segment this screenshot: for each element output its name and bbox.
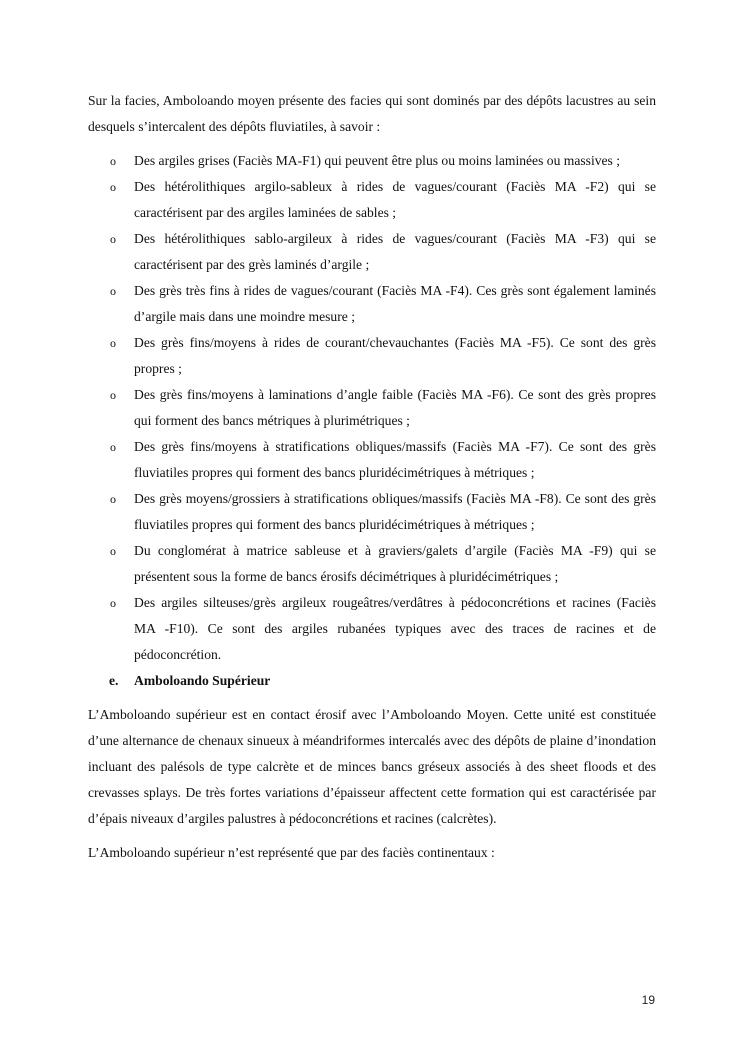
bullet-icon: o bbox=[110, 154, 116, 168]
bullet-icon: o bbox=[110, 596, 116, 610]
bullet-icon: o bbox=[110, 544, 116, 558]
list-item bbox=[88, 148, 656, 174]
list-item-text: Des grès très fins à rides de vagues/courant (Faciès MA -F4). Ces grès sont également laminés d’argile mais dans une moindre mesure ; bbox=[134, 283, 656, 324]
superieur-paragraph: L’Amboloando supérieur est en contact érosif avec l’Amboloando Moyen. Cette unité est constituée d’une alternance de chenaux sinueux à méandriformes intercalés avec des dépôts de plaine d’inondation incluant des palésols de type calcrète et de minces bancs gréseux associés à des sheet floods et des crevasses splays. De très fortes variations d’épaisseur affectent cette formation qui est caractérisée par d’épais niveaux d’argiles palustres à pédoconcrétions et racines (calcrètes). bbox=[88, 707, 656, 826]
list-item bbox=[88, 226, 656, 278]
list-item-text: Des grès moyens/grossiers à stratifications obliques/massifs (Faciès MA -F8). Ce sont des grès fluviatiles propres qui forment des bancs pluridécimétriques à métriques ; bbox=[134, 491, 656, 532]
list-item-text: Des grès fins/moyens à rides de courant/chevauchantes (Faciès MA -F5). Ce sont des grès propres ; bbox=[134, 335, 656, 376]
page-number: 19 bbox=[641, 993, 655, 1007]
list-item-text: Des grès fins/moyens à stratifications obliques/massifs (Faciès MA -F7). Ce sont des grès fluviatiles propres qui forment des bancs pluridécimétriques à métriques ; bbox=[134, 439, 656, 480]
bullet-icon: o bbox=[110, 336, 116, 350]
list-item bbox=[88, 278, 656, 330]
facies-list bbox=[88, 148, 656, 668]
list-item bbox=[88, 434, 656, 486]
page-body bbox=[88, 88, 656, 866]
section-letter: e. bbox=[109, 673, 119, 688]
list-item-text: Des argiles silteuses/grès argileux rougeâtres/verdâtres à pédoconcrétions et racines (Faciès MA -F10). Ce sont des argiles rubanées typiques avec des traces de racines et de pédoconcrétion. bbox=[134, 595, 656, 662]
continental-paragraph: L’Amboloando supérieur n’est représenté que par des faciès continentaux : bbox=[88, 845, 495, 860]
bullet-icon: o bbox=[110, 440, 116, 454]
list-item-text: Des hétérolithiques argilo-sableux à rides de vagues/courant (Faciès MA -F2) qui se caractérisent par des argiles laminées de sables ; bbox=[134, 179, 656, 220]
bullet-icon: o bbox=[110, 388, 116, 402]
list-item-text: Des hétérolithiques sablo-argileux à rides de vagues/courant (Faciès MA -F3) qui se caractérisent par des grès laminés d’argile ; bbox=[134, 231, 656, 272]
list-item bbox=[88, 486, 656, 538]
bullet-icon: o bbox=[110, 492, 116, 506]
list-item-text: Du conglomérat à matrice sableuse et à graviers/galets d’argile (Faciès MA -F9) qui se présentent sous la forme de bancs érosifs décimétriques à pluridécimétriques ; bbox=[134, 543, 656, 584]
list-item bbox=[88, 538, 656, 590]
bullet-icon: o bbox=[110, 284, 116, 298]
list-item-text: Des grès fins/moyens à laminations d’angle faible (Faciès MA -F6). Ce sont des grès propres qui forment des bancs métriques à plurimétriques ; bbox=[134, 387, 656, 428]
section-title: Amboloando Supérieur bbox=[134, 673, 271, 688]
section-heading-e bbox=[88, 668, 656, 694]
bullet-icon: o bbox=[110, 180, 116, 194]
list-item bbox=[88, 382, 656, 434]
intro-paragraph: Sur la facies, Amboloando moyen présente des facies qui sont dominés par des dépôts lacustres au sein desquels s’intercalent des dépôts fluviatiles, à savoir : bbox=[88, 93, 656, 134]
bullet-icon: o bbox=[110, 232, 116, 246]
list-item-text: Des argiles grises (Faciès MA-F1) qui peuvent être plus ou moins laminées ou massives ; bbox=[134, 153, 621, 168]
list-item bbox=[88, 590, 656, 668]
list-item bbox=[88, 174, 656, 226]
list-item bbox=[88, 330, 656, 382]
